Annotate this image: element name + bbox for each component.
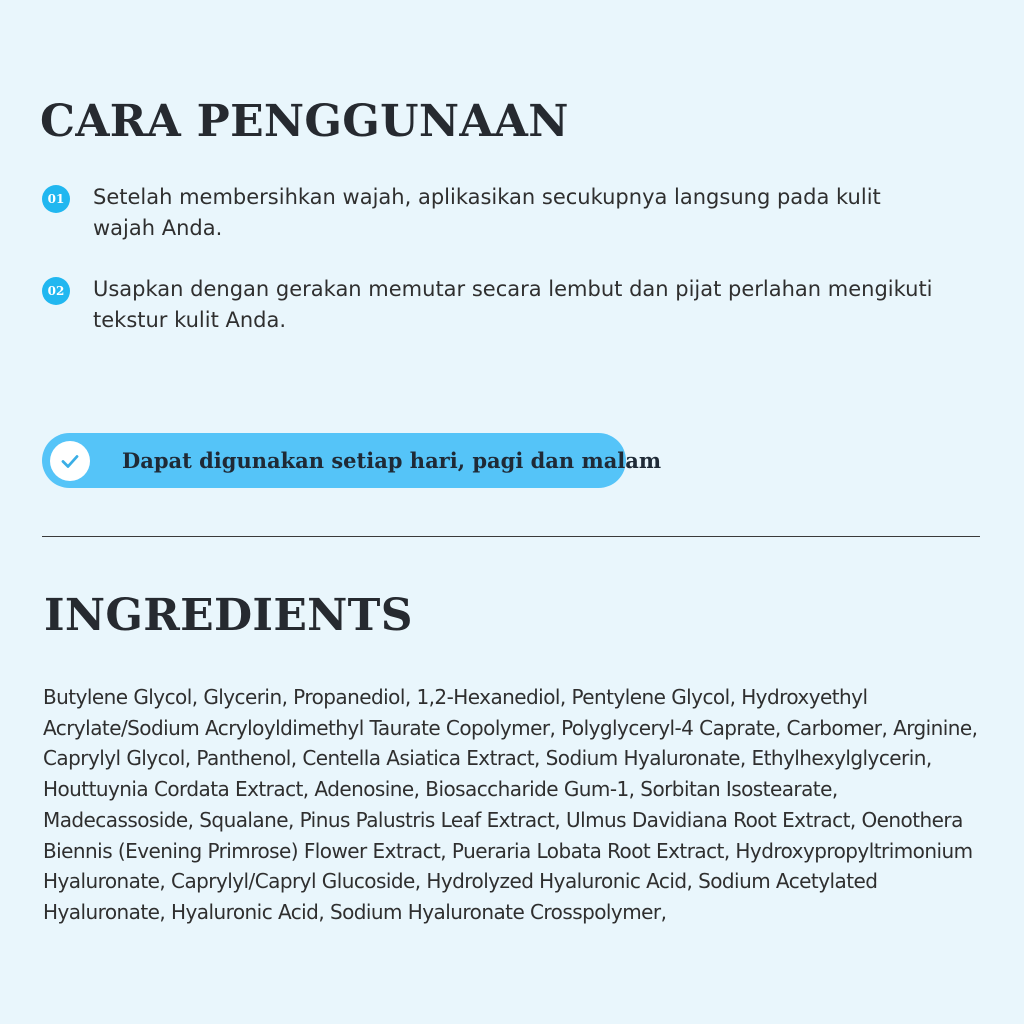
step-text: Usapkan dengan gerakan memutar secara lembut dan pijat perlahan mengikuti tekstur kulit Anda. [93,277,933,332]
step-number-badge: 02 [42,277,70,305]
step-number-badge: 01 [42,185,70,213]
ingredients-title: INGREDIENTS [44,590,413,641]
daily-use-text: Dapat digunakan setiap hari, pagi dan malam [122,448,662,473]
usage-title: CARA PENGGUNAAN [40,96,569,147]
daily-use-badge [42,433,662,488]
section-divider [42,536,980,537]
check-icon-glyph [59,450,81,472]
usage-step [42,182,942,244]
usage-steps [42,182,942,336]
step-text: Setelah membersihkan wajah, aplikasikan secukupnya langsung pada kulit wajah Anda. [93,185,881,240]
check-icon [50,441,90,481]
ingredients-list: Butylene Glycol, Glycerin, Propanediol, 1,2-Hexanediol, Pentylene Glycol, Hydroxyethyl Acrylate/Sodium Acryloyldimethyl Taurate Copolymer, Polyglyceryl-4 Caprate, Carbomer, Arginine, Caprylyl Glycol, Panthenol, Centella Asiatica Extract, Sodium Hyaluronate, Ethylhexylglycerin, Houttuynia Cordata Extract, Adenosine, Biosaccharide Gum-1, Sorbitan Isostearate, Madecassoside, Squalane, Pinus Palustris Leaf Extract, Ulmus Davidiana Root Extract, Oenothera Biennis (Evening Primrose) Flower Extract, Pueraria Lobata Root Extract, Hydroxypropyltrimonium Hyaluronate, Caprylyl/Capryl Glucoside, Hydrolyzed Hyaluronic Acid, Sodium Acetylated Hyaluronate, Hyaluronic Acid, Sodium Hyaluronate Crosspolymer, [43,685,978,924]
usage-step [42,274,942,336]
